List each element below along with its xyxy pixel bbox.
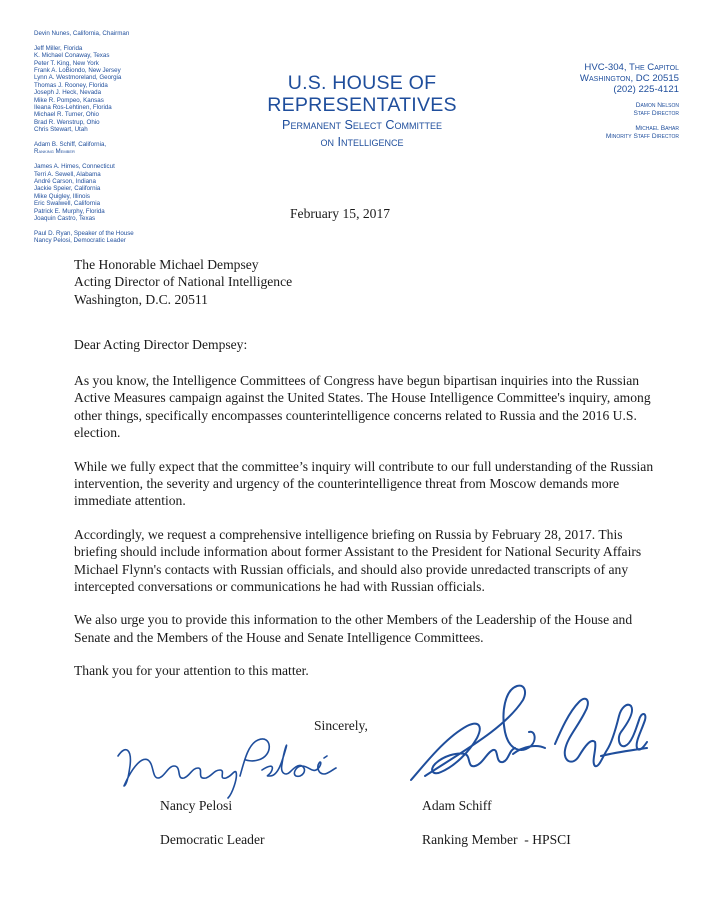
roster-line: Eric Swalwell, California xyxy=(34,200,101,208)
letterhead-address-block xyxy=(519,62,679,141)
schiff-signature xyxy=(405,672,650,802)
roster-line: Terri A. Sewell, Alabama xyxy=(34,170,101,178)
committee-roster xyxy=(34,30,184,252)
letterhead-subtitle-2: on Intelligence xyxy=(320,135,404,149)
letterhead-subtitle-1: Permanent Select Committee xyxy=(282,118,442,132)
roster-majority xyxy=(34,30,184,134)
roster-line: Mike Quigley, Illinois xyxy=(34,192,90,200)
letterhead-title: U.S. HOUSE OF REPRESENTATIVES xyxy=(267,72,457,116)
roster-line: Joseph J. Heck, Nevada xyxy=(34,89,102,97)
address-line-2: Washington, DC 20515 xyxy=(579,73,679,84)
roster-line: Jeff Miller, Florida xyxy=(34,44,83,52)
roster-line: Jackie Speier, California xyxy=(34,185,101,193)
body-paragraph: While we fully expect that the committee’s inquiry will contribute to our full understanding of the Russian intervention, the severity and urgency of the counterintelligence threat from Moscow demands more immediate attention. xyxy=(74,458,654,509)
body-paragraph: Thank you for your attention to this matter. xyxy=(74,663,309,679)
signer-2-name: Adam Schiff xyxy=(422,798,492,813)
roster-line: Chris Stewart, Utah xyxy=(34,126,88,134)
roster-minority xyxy=(34,163,184,222)
body-paragraph: Accordingly, we request a comprehensive intelligence briefing on Russia by February 28, 2017. This briefing should include information about former Assistant to the President for National Security Affairs Michael Flynn's contacts with Russian officials, and should also provide unredacted transcripts of any intercepted conversations or communications he had with Russian officials. xyxy=(74,526,642,595)
roster-line: Ileana Ros-Lehtinen, Florida xyxy=(34,104,112,112)
roster-line: Lynn A. Westmoreland, Georgia xyxy=(34,74,122,82)
staff-director-name: Damon Nelson xyxy=(635,102,679,109)
roster-line: Paul D. Ryan, Speaker of the House xyxy=(34,229,134,237)
signer-1-title: Democratic Leader xyxy=(160,832,265,847)
roster-line: Joaquin Castro, Texas xyxy=(34,215,96,223)
recipient-address xyxy=(74,256,292,308)
roster-line: Frank A. LoBiondo, New Jersey xyxy=(34,67,121,75)
letterhead-title-block xyxy=(192,72,532,150)
body-paragraph: We also urge you to provide this information to the other Members of the Leadership of the House and Senate and the Members of the House and Senate Intelligence Committees. xyxy=(74,612,633,645)
roster-line: Brad R. Wenstrup, Ohio xyxy=(34,118,100,126)
roster-line: Ranking Member xyxy=(34,148,75,156)
roster-line: K. Michael Conaway, Texas xyxy=(34,52,110,60)
closing: Sincerely, xyxy=(314,718,368,733)
staff-director-title: Staff Director xyxy=(633,110,679,117)
signer-2-title: Ranking Member - HPSCI xyxy=(422,832,571,847)
address-line-1: HVC-304, The Capitol xyxy=(584,62,679,73)
body-paragraph: As you know, the Intelligence Committees of Congress have begun bipartisan inquiries into the Russian Active Measures campaign against the United States. The House Intelligence Committee's inquiry, among other things, specifically encompasses counterintelligence concerns related to Russia and the 2016 U.S. election. xyxy=(74,373,651,441)
roster-line: Thomas J. Rooney, Florida xyxy=(34,81,108,89)
pelosi-signature xyxy=(112,722,342,802)
salutation: Dear Acting Director Dempsey: xyxy=(74,337,248,352)
roster-line: James A. Himes, Connecticut xyxy=(34,163,115,171)
recipient-line: The Honorable Michael Dempsey xyxy=(74,257,259,272)
roster-line: Devin Nunes, California, Chairman xyxy=(34,30,130,37)
roster-ranking-member xyxy=(34,141,184,156)
letter-body xyxy=(74,372,654,696)
letter-date: February 15, 2017 xyxy=(290,206,391,221)
roster-ex-officio xyxy=(34,230,184,245)
signer-1-name: Nancy Pelosi xyxy=(160,798,233,813)
roster-line: Michael R. Turner, Ohio xyxy=(34,111,99,119)
roster-line: Nancy Pelosi, Democratic Leader xyxy=(34,237,126,245)
roster-line: Patrick E. Murphy, Florida xyxy=(34,207,105,215)
recipient-line: Acting Director of National Intelligence xyxy=(74,274,293,290)
phone-number: (202) 225-4121 xyxy=(613,84,679,95)
recipient-line: Washington, D.C. 20511 xyxy=(74,291,208,307)
roster-line: André Carson, Indiana xyxy=(34,178,96,186)
minority-staff-director-title: Minority Staff Director xyxy=(605,133,679,140)
minority-staff-director-name: Michael Bahar xyxy=(635,125,679,132)
roster-line: Mike R. Pompeo, Kansas xyxy=(34,96,104,104)
roster-line: Adam B. Schiff, California, xyxy=(34,141,107,149)
roster-line: Peter T. King, New York xyxy=(34,59,99,67)
